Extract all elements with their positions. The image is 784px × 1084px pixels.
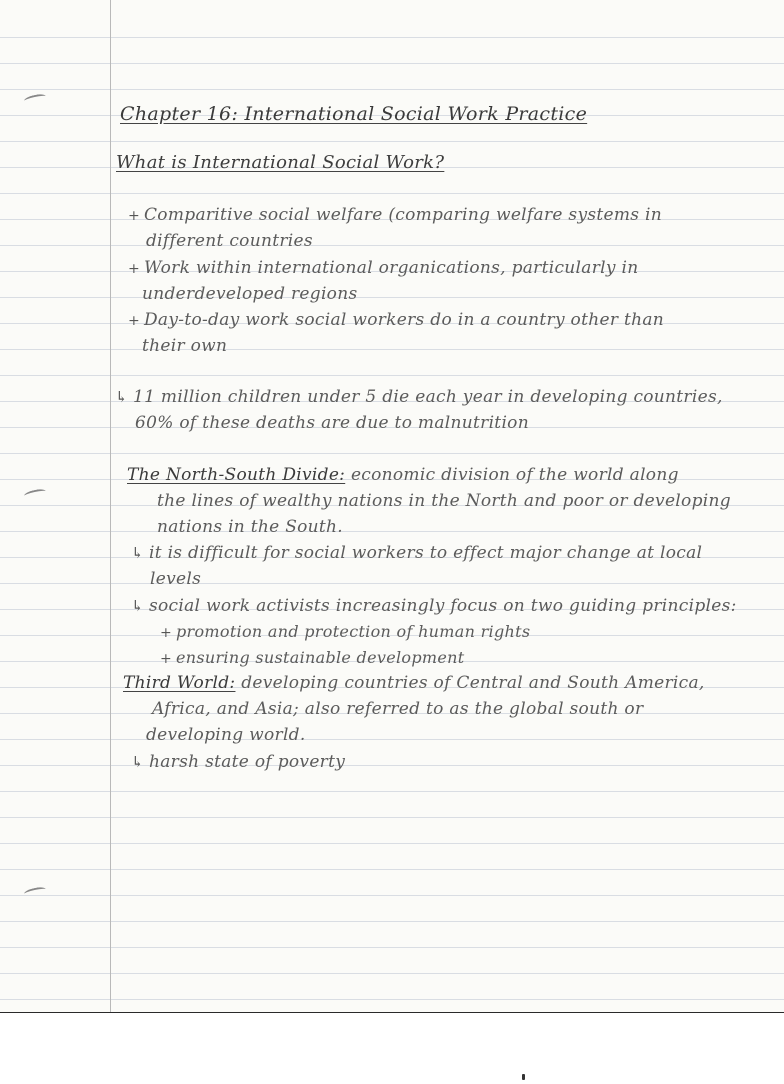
- principle-item: [160, 622, 530, 643]
- statistic-text-continued: 60% of these deaths are due to malnutrition: [135, 413, 529, 433]
- sub-point: [131, 752, 345, 772]
- definition-text: Comparitive social welfare (comparing welfare systems in: [144, 205, 663, 225]
- plus-marker: +: [128, 313, 141, 329]
- principle-item: [160, 648, 464, 669]
- definition-text-continued: Africa, and Asia; also referred to as the global south or: [152, 699, 644, 719]
- sub-point-text-continued: levels: [150, 569, 202, 589]
- punch-hole-mark: [24, 488, 47, 499]
- arrow-icon: ↳: [131, 544, 144, 562]
- sub-point-text: harsh state of poverty: [149, 752, 346, 772]
- definition-text: Work within international organications, particularly in: [144, 258, 639, 278]
- definition-text-continued: developing world.: [146, 725, 306, 745]
- third-world-definition: [123, 673, 705, 693]
- margin-line: [110, 0, 111, 1012]
- arrow-icon: ↳: [131, 753, 144, 771]
- statistic-text: 11 million children under 5 die each year in developing countries,: [133, 387, 723, 407]
- sub-point: [131, 596, 737, 616]
- term-north-south-divide: The North-South Divide:: [127, 465, 346, 485]
- plus-marker: +: [160, 625, 173, 641]
- definition-text-continued: different countries: [146, 231, 313, 251]
- definition-item: [128, 258, 638, 279]
- definition-item: [128, 205, 662, 226]
- sub-point-text: social work activists increasingly focus on two guiding principles:: [149, 596, 737, 616]
- plus-marker: +: [128, 261, 141, 277]
- sub-point-text: it is difficult for social workers to effect major change at local: [149, 543, 703, 563]
- scan-speck: [522, 1074, 525, 1080]
- definition-text: Day-to-day work social workers do in a country other than: [144, 310, 665, 330]
- principle-text: ensuring sustainable development: [176, 648, 465, 667]
- arrow-icon: ↳: [131, 597, 144, 615]
- statistic-note: [115, 387, 723, 407]
- definition-text-continued: underdeveloped regions: [142, 284, 358, 304]
- definition-item: [128, 310, 664, 331]
- definition-text-continued: the lines of wealthy nations in the North and poor or developing: [157, 491, 731, 511]
- definition-text: developing countries of Central and South America,: [241, 673, 705, 693]
- definition-text-continued: their own: [142, 336, 228, 356]
- definition-text-continued: nations in the South.: [157, 517, 344, 537]
- punch-hole-mark: [24, 886, 47, 897]
- term-third-world: Third World:: [123, 673, 236, 693]
- plus-marker: +: [128, 208, 141, 224]
- section-question: What is International Social Work?: [116, 152, 445, 173]
- principle-text: promotion and protection of human rights: [176, 622, 531, 641]
- punch-hole-mark: [24, 93, 47, 104]
- sub-point: [131, 543, 702, 563]
- plus-marker: +: [160, 651, 173, 667]
- definition-text: economic division of the world along: [350, 465, 679, 485]
- arrow-icon: ↳: [115, 388, 128, 406]
- page-title: Chapter 16: International Social Work Practice: [120, 103, 588, 125]
- north-south-definition: [127, 465, 679, 485]
